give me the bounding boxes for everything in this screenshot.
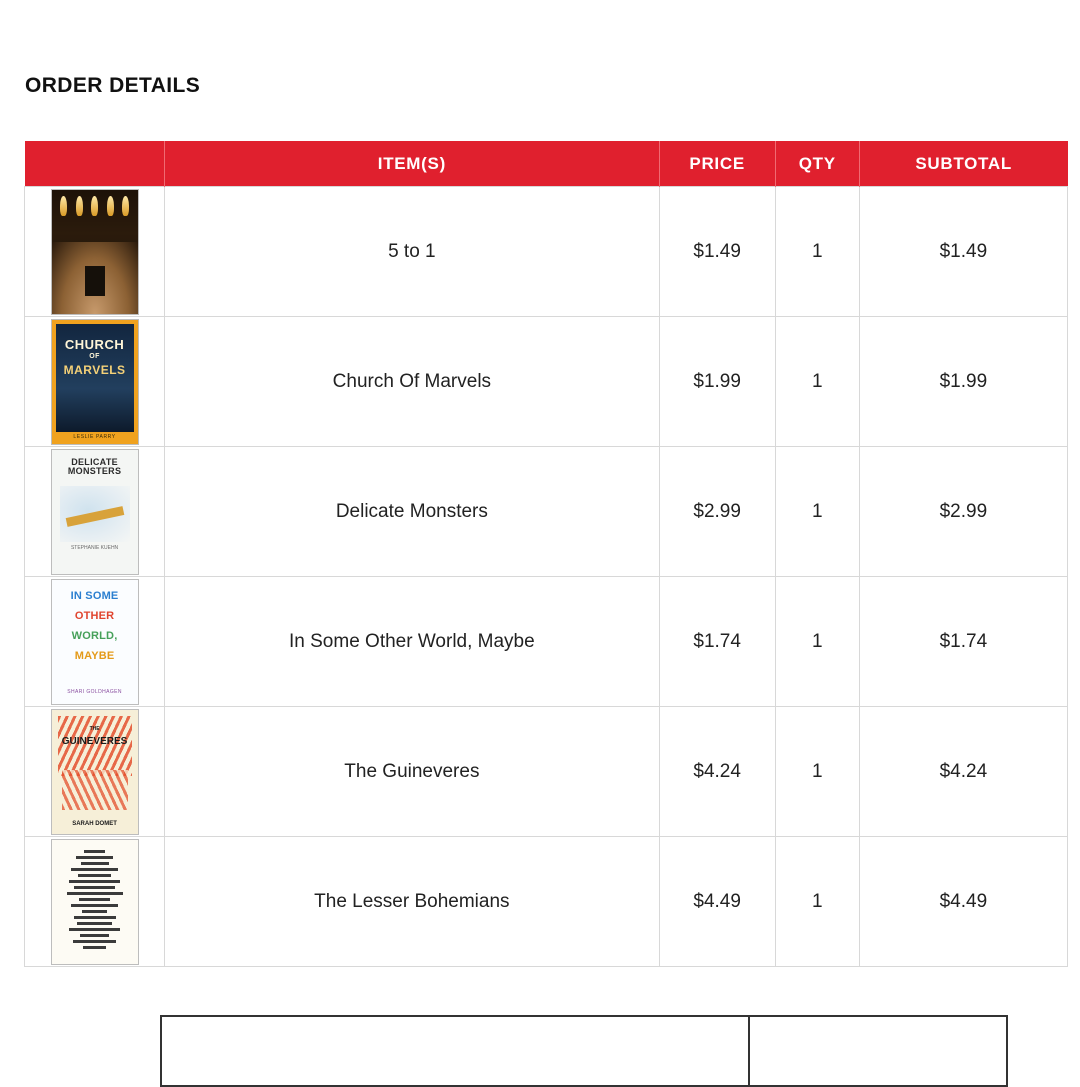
- cover-title-line-2: OTHER: [74, 609, 115, 622]
- item-title: The Lesser Bohemians: [165, 837, 659, 967]
- table-row: [25, 837, 1068, 967]
- item-title: In Some Other World, Maybe: [165, 577, 659, 707]
- item-thumbnail-cell: [25, 447, 165, 577]
- column-header-qty: QTY: [775, 141, 859, 187]
- cover-center-mark: [85, 266, 105, 296]
- totals-box-divider: [748, 1017, 750, 1085]
- cover-author: SARAH DOMET: [72, 820, 117, 827]
- item-thumbnail-cell: [25, 187, 165, 317]
- cover-title-line-1: IN SOME: [70, 589, 119, 602]
- table-row: [25, 707, 1068, 837]
- item-thumbnail-cell: [25, 837, 165, 967]
- cover-title-line-3: MARVELS: [63, 362, 126, 377]
- column-header-items: ITEM(S): [165, 141, 659, 187]
- item-qty: 1: [775, 317, 859, 447]
- table-row: [25, 317, 1068, 447]
- item-price: $4.24: [659, 707, 775, 837]
- cover-author: LESLIE PARRY: [73, 434, 116, 440]
- cover-title-line-1: CHURCH: [64, 336, 125, 352]
- cover-text-bars: [60, 850, 130, 954]
- the-guineveres-book-cover: [51, 709, 139, 835]
- item-title: 5 to 1: [165, 187, 659, 317]
- page-title: ORDER DETAILS: [25, 74, 201, 97]
- cover-swirl-pattern-bottom: [62, 770, 128, 810]
- item-title: The Guineveres: [165, 707, 659, 837]
- item-thumbnail-cell: [25, 317, 165, 447]
- column-header-thumbnail: [25, 141, 165, 187]
- item-title: Church Of Marvels: [165, 317, 659, 447]
- table-header-row: [25, 141, 1068, 187]
- cover-title: GUINEVERES: [61, 735, 128, 747]
- item-qty: 1: [775, 837, 859, 967]
- table-row: [25, 577, 1068, 707]
- item-title: Delicate Monsters: [165, 447, 659, 577]
- item-thumbnail-cell: [25, 577, 165, 707]
- the-lesser-bohemians-book-cover: [51, 839, 139, 965]
- table-row: [25, 447, 1068, 577]
- item-subtotal: $1.74: [859, 577, 1067, 707]
- in-some-other-world-maybe-book-cover: [51, 579, 139, 705]
- cover-author: SHARI GOLDHAGEN: [67, 689, 122, 695]
- item-qty: 1: [775, 187, 859, 317]
- cover-title: DELICATE MONSTERS: [67, 456, 122, 477]
- column-header-subtotal: SUBTOTAL: [859, 141, 1067, 187]
- item-price: $2.99: [659, 447, 775, 577]
- church-of-marvels-book-cover: [51, 319, 139, 445]
- item-price: $1.74: [659, 577, 775, 707]
- item-price: $4.49: [659, 837, 775, 967]
- candle-flames-icon: [52, 196, 138, 216]
- delicate-monsters-book-cover: [51, 449, 139, 575]
- order-details-table: [24, 141, 1068, 967]
- item-subtotal: $1.99: [859, 317, 1067, 447]
- item-qty: 1: [775, 707, 859, 837]
- item-qty: 1: [775, 577, 859, 707]
- item-price: $1.49: [659, 187, 775, 317]
- cover-title-line-2: OF: [89, 352, 100, 360]
- 5-to-1-book-cover: [51, 189, 139, 315]
- table-row: [25, 187, 1068, 317]
- item-thumbnail-cell: [25, 707, 165, 837]
- totals-box: [160, 1015, 1008, 1087]
- cover-title-line-3: WORLD,: [71, 629, 118, 642]
- item-price: $1.99: [659, 317, 775, 447]
- item-qty: 1: [775, 447, 859, 577]
- cover-author: STEPHANIE KUEHN: [70, 545, 119, 551]
- item-subtotal: $2.99: [859, 447, 1067, 577]
- cover-title-small: THE: [89, 725, 100, 732]
- cover-title-line-4: MAYBE: [74, 649, 115, 662]
- item-subtotal: $1.49: [859, 187, 1067, 317]
- item-subtotal: $4.24: [859, 707, 1067, 837]
- column-header-price: PRICE: [659, 141, 775, 187]
- item-subtotal: $4.49: [859, 837, 1067, 967]
